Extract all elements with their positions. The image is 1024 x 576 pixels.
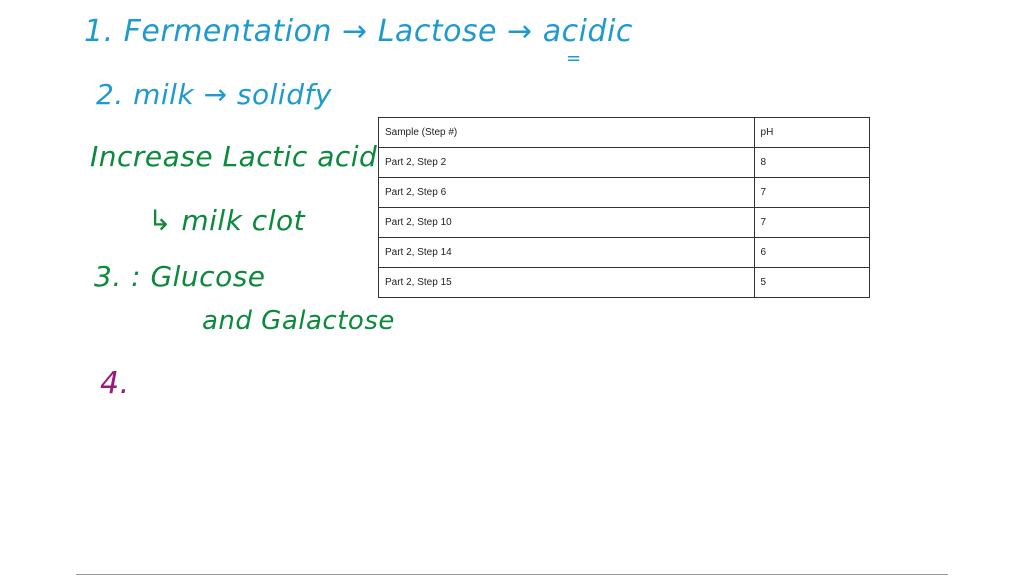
bottom-divider [76, 574, 948, 575]
table-row [379, 178, 870, 208]
table-header-row [379, 118, 870, 148]
note-line-milk-solidify: 2. milk → solidfy [96, 78, 332, 111]
cell-ph: 8 [754, 148, 869, 178]
table-row [379, 238, 870, 268]
note-line-galactose: and Galactose [202, 306, 395, 336]
table-row [379, 208, 870, 238]
ph-table [378, 117, 870, 298]
cell-ph: 7 [754, 208, 869, 238]
cell-ph: 7 [754, 178, 869, 208]
cell-ph: 5 [754, 268, 869, 298]
note-line-fermentation: 1. Fermentation → Lactose → acidic [84, 14, 633, 49]
column-header-sample: Sample (Step #) [379, 118, 755, 148]
cell-sample: Part 2, Step 14 [379, 238, 755, 268]
cell-sample: Part 2, Step 6 [379, 178, 755, 208]
table-row [379, 148, 870, 178]
cell-sample: Part 2, Step 10 [379, 208, 755, 238]
note-underline-mark: = [566, 48, 582, 69]
note-line-glucose: 3. : Glucose [94, 260, 266, 293]
note-line-lactic-acid: Increase Lactic acid [90, 140, 378, 173]
cell-sample: Part 2, Step 15 [379, 268, 755, 298]
note-line-four: 4. [100, 366, 130, 401]
cell-sample: Part 2, Step 2 [379, 148, 755, 178]
cell-ph: 6 [754, 238, 869, 268]
note-line-milk-clot: ↳ milk clot [148, 204, 306, 237]
column-header-ph: pH [754, 118, 869, 148]
table-row [379, 268, 870, 298]
